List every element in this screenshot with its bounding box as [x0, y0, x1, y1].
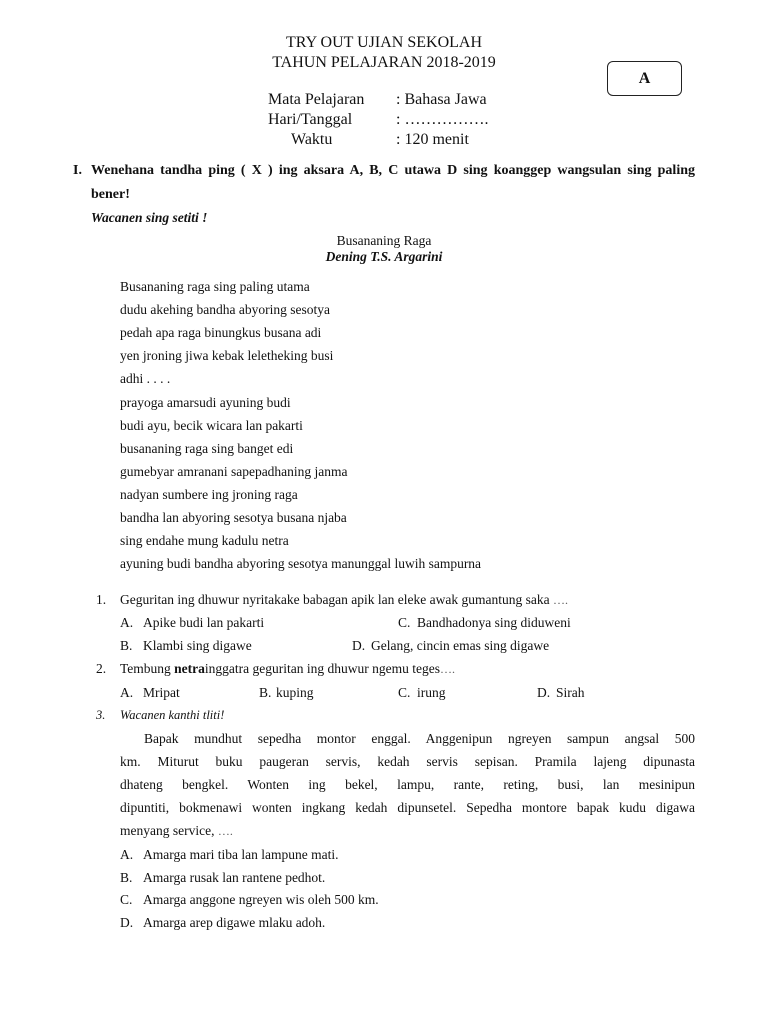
poem-line: budi ayu, becik wicara lan pakarti	[120, 418, 303, 433]
q1-option-c: Bandhadonya sing diduweni	[417, 615, 571, 630]
q2-text-before: Tembung	[120, 661, 175, 676]
q2-dots: ….	[440, 662, 455, 676]
q3-dots: ….	[217, 824, 233, 838]
section-number: I.	[73, 163, 82, 178]
q3-option-b: Amarga rusak lan rantene pedhot.	[143, 870, 326, 885]
q1-number: 1.	[96, 592, 107, 607]
q2-option-b: kuping	[276, 685, 314, 700]
q1-option-b: Klambi sing digawe	[143, 638, 252, 653]
info-time-value: : 120 menit	[396, 131, 469, 148]
exam-year: TAHUN PELAJARAN 2018-2019	[272, 54, 496, 71]
q3-option-a: Amarga mari tiba lan lampune mati.	[143, 847, 339, 862]
q3-passage-last-text: menyang service,	[120, 823, 215, 838]
poem-author: Dening T.S. Argarini	[325, 249, 443, 264]
poem-line: prayoga amarsudi ayuning budi	[120, 395, 291, 410]
q3-passage-line: Bapak mundhut sepedha montor enggal. Anggenipun ngreyen sampun angsal 500	[144, 731, 695, 746]
q1-option-d-letter: D.	[352, 638, 366, 653]
poem-line: adhi . . . .	[120, 371, 171, 386]
q2-text	[120, 661, 455, 677]
q2-option-d-letter: D.	[537, 685, 551, 700]
poem-line: dudu akehing bandha abyoring sesotya	[120, 302, 330, 317]
variant-label: A	[638, 69, 651, 87]
poem-line: gumebyar amranani sapepadhaning janma	[120, 464, 348, 479]
q3-option-d: Amarga arep digawe mlaku adoh.	[143, 915, 326, 930]
poem-line: pedah apa raga binungkus busana adi	[120, 325, 322, 340]
q2-bold-word: netra	[174, 661, 205, 676]
q3-option-c: Amarga anggone ngreyen wis oleh 500 km.	[143, 892, 379, 907]
q3-option-c-letter: C.	[120, 892, 133, 907]
q3-option-d-letter: D.	[120, 915, 134, 930]
q3-passage-line: dipuntiti, bokmenawi wonten ingkang kedah dipunsetel. Sepedha montore bapak kudu digawa	[120, 800, 695, 815]
poem-line: Busananing raga sing paling utama	[120, 279, 310, 294]
poem-line: sing endahe mung kadulu netra	[120, 533, 289, 548]
q2-option-a-letter: A.	[120, 685, 134, 700]
q2-option-a: Mripat	[143, 685, 180, 700]
info-time-label: Waktu	[291, 131, 333, 148]
q2-option-b-letter: B.	[259, 685, 272, 700]
q1-option-c-letter: C.	[398, 615, 411, 630]
poem-line: nadyan sumbere ing jroning raga	[120, 487, 298, 502]
q3-passage-line: km. Miturut buku paugeran servis, kedah servis sepisan. Pramila lajeng dipunasta	[120, 754, 695, 769]
exam-title: TRY OUT UJIAN SEKOLAH	[286, 34, 482, 51]
read-prompt: Wacanen sing setiti !	[91, 210, 208, 225]
poem-title: Busananing Raga	[336, 233, 432, 248]
q2-option-c: irung	[417, 685, 446, 700]
q2-text-after: inggatra geguritan ing dhuwur ngemu teges	[204, 661, 440, 676]
q3-passage-last	[120, 823, 233, 839]
q3-prompt: Wacanen kanthi tliti!	[120, 708, 225, 722]
q1-text-body: Geguritan ing dhuwur nyritakake babagan apik lan eleke awak gumantung saka	[120, 592, 550, 607]
poem-line: busananing raga sing banget edi	[120, 441, 294, 456]
poem-line: bandha lan abyoring sesotya busana njaba	[120, 510, 347, 525]
q2-option-c-letter: C.	[398, 685, 411, 700]
q1-option-b-letter: B.	[120, 638, 133, 653]
instruction-line-1: Wenehana tandha ping ( X ) ing aksara A, B, C utawa D sing koanggep wangsulan sing paling	[91, 163, 695, 178]
q2-number: 2.	[96, 661, 107, 676]
info-subject-label: Mata Pelajaran	[268, 91, 365, 108]
q1-option-a-letter: A.	[120, 615, 134, 630]
q3-option-a-letter: A.	[120, 847, 134, 862]
variant-box	[607, 61, 682, 96]
poem-line: ayuning budi bandha abyoring sesotya manunggal luwih sampurna	[120, 556, 482, 571]
q3-option-b-letter: B.	[120, 870, 133, 885]
poem-line: yen jroning jiwa kebak leletheking busi	[120, 348, 334, 363]
q1-option-d: Gelang, cincin emas sing digawe	[371, 638, 550, 653]
q3-number: 3.	[96, 708, 106, 722]
info-subject-value: : Bahasa Jawa	[396, 91, 487, 108]
q2-option-d: Sirah	[556, 685, 585, 700]
q1-dots: ….	[552, 593, 568, 607]
q3-passage-line: dhateng bengkel. Wonten ing bekel, lampu, rante, reting, busi, lan mesinipun	[120, 777, 695, 792]
info-date-value: : …………….	[396, 111, 489, 128]
instruction-line-2: bener!	[91, 187, 130, 202]
q1-option-a: Apike budi lan pakarti	[143, 615, 265, 630]
info-date-label: Hari/Tanggal	[268, 111, 353, 128]
q1-text	[120, 592, 568, 608]
